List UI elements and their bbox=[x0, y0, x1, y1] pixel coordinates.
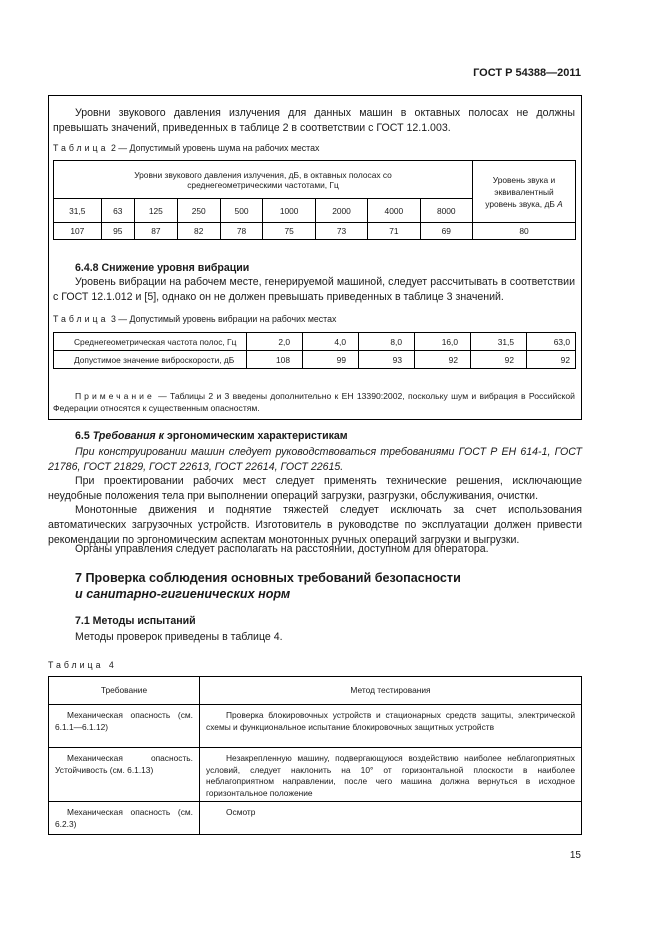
value-cell: 93 bbox=[359, 351, 415, 369]
freq-cell: 63 bbox=[101, 199, 134, 223]
value-cell: 73 bbox=[315, 223, 367, 240]
method-cell: Проверка блокировочных устройств и стационарных средств защиты, электрической схемы и функциональное испытание блокировочных защитных устройств bbox=[200, 705, 582, 748]
section-7-1-text: Методы проверок приведены в таблице 4. bbox=[75, 631, 283, 643]
row-label: Среднегеометрическая частота полос, Гц bbox=[54, 333, 247, 351]
table4-test-methods bbox=[48, 676, 582, 835]
freq-cell: 63,0 bbox=[527, 333, 576, 351]
value-cell: 95 bbox=[101, 223, 134, 240]
table2-value-row bbox=[54, 223, 576, 240]
freq-cell: 8000 bbox=[420, 199, 472, 223]
value-cell: 69 bbox=[420, 223, 472, 240]
freq-cell: 16,0 bbox=[415, 333, 471, 351]
freq-cell: 125 bbox=[134, 199, 177, 223]
table3-value-row bbox=[54, 351, 576, 369]
freq-cell: 4,0 bbox=[303, 333, 359, 351]
table3-frequency-row bbox=[54, 333, 576, 351]
value-cell: 87 bbox=[134, 223, 177, 240]
table-row bbox=[49, 748, 582, 802]
freq-cell: 31,5 bbox=[471, 333, 527, 351]
freq-cell: 250 bbox=[177, 199, 220, 223]
row-label: Допустимое значение виброскорости, дБ bbox=[54, 351, 247, 369]
value-cell: 75 bbox=[263, 223, 315, 240]
section-6-4-8-text: Уровень вибрации на рабочем месте, генерируемой машиной, следует рассчитывать в соответствии с ГОСТ 12.1.012 и [5], однако он не должен превышать приведенных в таблице 3 значений. bbox=[53, 276, 575, 303]
freq-cell: 8,0 bbox=[359, 333, 415, 351]
requirement-cell: Механическая опасность (см. 6.2.3) bbox=[49, 802, 200, 835]
requirement-cell: Механическая опасность. Устойчивость (см. 6.1.13) bbox=[49, 748, 200, 802]
requirement-cell: Механическая опасность (см. 6.1.1—6.1.12) bbox=[49, 705, 200, 748]
table-row bbox=[49, 705, 582, 748]
intro-paragraph: Уровни звукового давления излучения для данных машин в октавных полосах не должны превышать значений, приведенных в таблице 2 в соответствии с ГОСТ 12.1.003. bbox=[53, 107, 575, 134]
value-cell: 92 bbox=[527, 351, 576, 369]
table3-caption: Таблица 3 — Допустимый уровень вибрации на рабочих местах bbox=[53, 314, 337, 324]
freq-cell: 2,0 bbox=[247, 333, 303, 351]
section-6-5-paragraph-4: Органы управления следует располагать на расстоянии, доступном для оператора. bbox=[75, 543, 489, 555]
value-cell: 78 bbox=[220, 223, 263, 240]
section-7-heading: 7 Проверка соблюдения основных требований безопасности и санитарно-гигиенических норм bbox=[75, 571, 461, 601]
section-7-1-title: 7.1 Методы испытаний bbox=[75, 615, 196, 627]
value-cell: 92 bbox=[415, 351, 471, 369]
method-cell: Осмотр bbox=[200, 802, 582, 835]
table3-vibration-levels bbox=[53, 332, 576, 369]
document-header: ГОСТ Р 54388—2011 bbox=[473, 67, 581, 79]
table2-header-total: Уровень звука и эквивалентный уровень звука, дБ A bbox=[473, 161, 576, 223]
value-cell: 107 bbox=[54, 223, 102, 240]
section-6-5-paragraph-1: При конструировании машин следует руководствоваться требованиями ГОСТ Р ЕН 614-1, ГОСТ 21786, ГОСТ 21829, ГОСТ 22613, ГОСТ 22614, ГОСТ 22615. bbox=[48, 446, 582, 473]
value-cell: 99 bbox=[303, 351, 359, 369]
section-6-4-8-title: 6.4.8 Снижение уровня вибрации bbox=[75, 262, 250, 274]
freq-cell: 2000 bbox=[315, 199, 367, 223]
freq-cell: 500 bbox=[220, 199, 263, 223]
freq-cell: 4000 bbox=[368, 199, 420, 223]
freq-cell: 1000 bbox=[263, 199, 315, 223]
header-requirement: Требование bbox=[49, 677, 200, 705]
section-6-5-paragraph-2: При проектировании рабочих мест следует применять технические решения, исключающие неудобные положения тела при выполнении операций загрузки, разгрузки, обслуживания, очистки. bbox=[48, 475, 582, 502]
total-cell: 80 bbox=[473, 223, 576, 240]
section-6-5-paragraph-3: Монотонные движения и поднятие тяжестей следует исключать за счет использования автоматических загрузочных устройств. Изготовитель в руководстве по эксплуатации должен привести рекомендации по эргономическим аспектам монотонных ручных операций загрузки и выгрузки. bbox=[48, 504, 582, 546]
value-cell: 92 bbox=[471, 351, 527, 369]
table-note: Примечание — Таблицы 2 и 3 введены дополнительно к ЕН 13390:2002, поскольку шум и вибрация в Российской Федерации относятся к существенным опасностям. bbox=[53, 391, 575, 413]
header-method: Метод тестирования bbox=[200, 677, 582, 705]
freq-cell: 31,5 bbox=[54, 199, 102, 223]
value-cell: 71 bbox=[368, 223, 420, 240]
table4-header-row bbox=[49, 677, 582, 705]
table2-header-bands: Уровни звукового давления излучения, дБ, в октавных полосах со среднегеометрическими частотами, Гц bbox=[54, 161, 473, 199]
table2-caption: Таблица 2 — Допустимый уровень шума на рабочих местах bbox=[53, 143, 320, 153]
table4-caption: Таблица 4 bbox=[48, 660, 117, 670]
page-number: 15 bbox=[569, 850, 581, 861]
value-cell: 108 bbox=[247, 351, 303, 369]
method-cell: Незакрепленную машину, подвергающуюся воздействию наиболее неблагоприятных условий, следует наклонить на 10° от горизонтальной плоскости в наиболее неблагоприятном направлении, после чего машина должна вернуться в исходное горизонтальное положение bbox=[200, 748, 582, 802]
table2-noise-levels bbox=[53, 160, 576, 240]
section-6-5-title: 6.5 Требования к эргономическим характеристикам bbox=[75, 430, 348, 442]
value-cell: 82 bbox=[177, 223, 220, 240]
table-row bbox=[49, 802, 582, 835]
